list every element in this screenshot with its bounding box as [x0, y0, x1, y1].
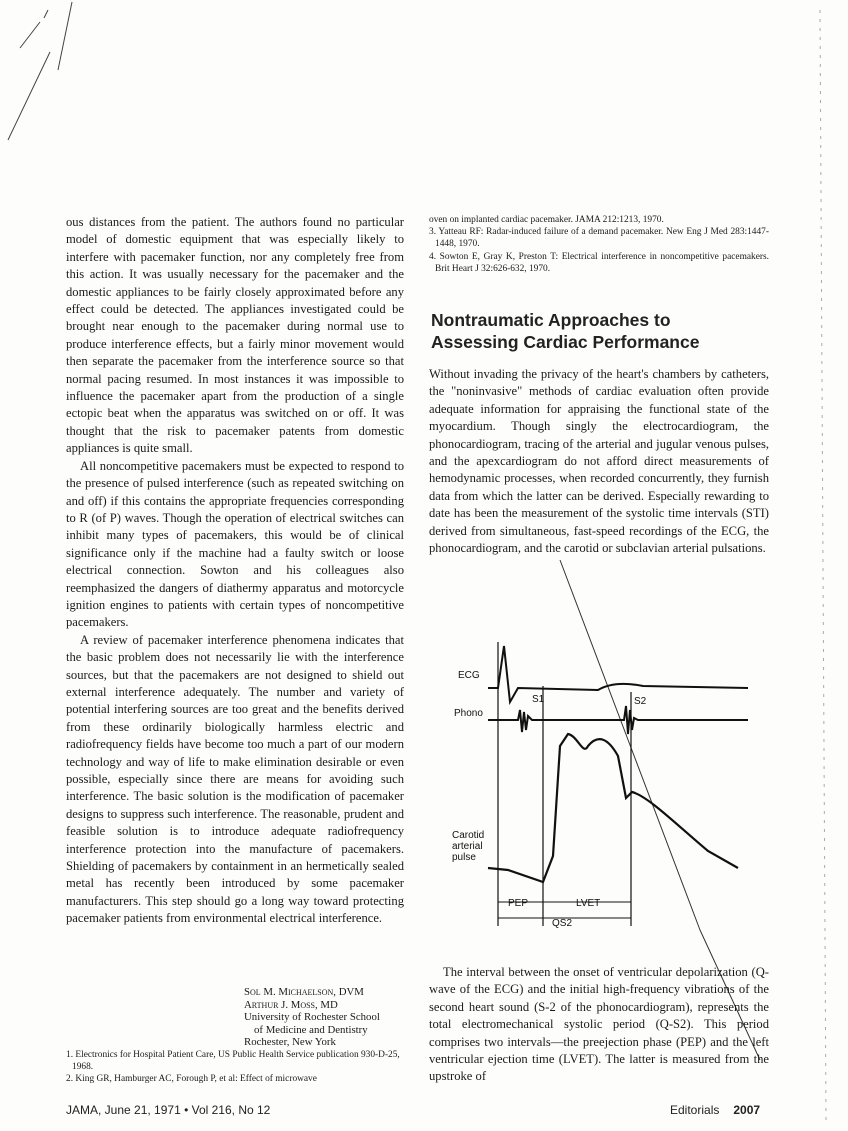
- s1-label: S1: [532, 694, 545, 705]
- reference-2: 2. King GR, Hamburger AC, Forough P, et al: Effect of microwave: [66, 1074, 317, 1084]
- reference-3: 3. Yatteau RF: Radar-induced failure of a demand pacemaker. New Eng J Med 283:1447-1448, 1970.: [429, 227, 769, 250]
- left-column: [66, 214, 404, 928]
- editorial-title: [431, 309, 771, 353]
- left-paragraph-3: A review of pacemaker interference phenomena indicates that the basic problem does not necessarily lie with the interference sources, but that the pacemakers are not designed to shield out external interference adequately. The number and variety of potential interfering sources are too great and the benefits derived from these ordinarily biologically harmless electric and radiofrequency fields have become too much a part of our modern technology and way of life to make elimination desirable or even possible, especially since there are means for avoiding such interference. The basic solution is the modification of pacemaker designs to suppress such interference. The reasonable, prudent and feasible solution is to introduce adequate radiofrequency interference protection into the manufacture of pacemakers. Shielding of pacemakers by containment in an hermetically sealed metal has recently been introduced by some pacemaker manufacturers. This step should go a long way toward protecting pacemaker patients from environmental electrical interference.: [66, 632, 404, 926]
- editorial-paragraph-1: Without invading the privacy of the heart's chambers by catheters, the "noninvasive" methods of cardiac evaluation often provide adequate information for appraising the functional state of the myocardium. Though singly the electrocardiogram, the phonocardiogram, tracing of the arterial and jugular venous pulses, and the apexcardiogram do not afford direct measurements of hemodynamic processes, when recorded concurrently, they furnish data from which the latter can be derived. Especially rewarding to date has been the measurement of the systolic time intervals (STI) derived from simultaneous, fast-speed recordings of the ECG, the phonocardiogram, and the carotid or subclavian arterial pulsations.: [429, 367, 769, 556]
- editorial-title-line-1: Nontraumatic Approaches to: [431, 310, 671, 330]
- author-name-2: Arthur J. Moss, MD: [244, 998, 338, 1011]
- editorial-title-line-2: Assessing Cardiac Performance: [431, 332, 700, 352]
- carotid-label-3: pulse: [452, 852, 476, 863]
- lvet-label: LVET: [576, 898, 601, 909]
- left-paragraph-1: ous distances from the patient. The authors found no particular model of domestic equipment that was especially likely to interfere with pacemaker function, nor any completely free from this action. It was usually necessary for the pacemaker and the domestic appliances to be fairly closely approximated before any effect could be detected. The appliances investigated could be brought near enough to the pacemaker during normal use to produce interference effects, but a fairly minor movement would then separate the pacemaker from the interference source so that normal pacing resumed. In most instances it was impossible to influence the pacemaker apart from the production of a single ectopic beat when the apparatus was switched on or off. It was thought that the risk to pacemaker patents from domestic appliances is quite small.: [66, 215, 404, 456]
- page-number: 2007: [733, 1103, 761, 1117]
- carotid-label-2: arterial: [452, 841, 483, 852]
- editorial-paragraph-2: The interval between the onset of ventricular depolarization (Q-wave of the ECG) and the initial high-frequency vibrations of the second heart sound (S-2 of the phonocardiogram), represents the total electromechanical systolic period (Q-S2). This period comprises two intervals—the preejection phase (PEP) and the left ventricular ejection time (LVET). The latter is measured from the upstroke of: [429, 965, 769, 1084]
- references-right-block: [429, 214, 769, 275]
- references-left: [66, 1049, 404, 1085]
- ecg-trace: [488, 646, 748, 702]
- phono-trace: [488, 706, 748, 734]
- editorial-paragraph-1-block: [429, 366, 769, 557]
- pep-label: PEP: [508, 898, 529, 909]
- qs2-label: QS2: [552, 918, 573, 929]
- carotid-label-1: Carotid: [452, 830, 485, 841]
- ecg-label: ECG: [458, 670, 480, 681]
- references-right: [429, 214, 769, 275]
- footer-section: [670, 1103, 760, 1117]
- footer-journal: JAMA, June 21, 1971 • Vol 216, No 12: [66, 1103, 271, 1117]
- author-affiliation-1: University of Rochester School: [244, 1011, 380, 1024]
- reference-1: 1. Electronics for Hospital Patient Care, US Public Health Service publication 930-D-25, 1968.: [66, 1050, 400, 1072]
- s2-label: S2: [634, 696, 647, 707]
- reference-2-continued: oven on implanted cardiac pacemaker. JAMA 212:1213, 1970.: [429, 215, 664, 225]
- author-affiliation-2: of Medicine and Dentistry: [254, 1023, 368, 1036]
- systolic-time-intervals-figure: [448, 606, 778, 946]
- reference-4: 4. Sowton E, Gray K, Preston T: Electrical interference in noncompetitive pacemakers. Brit Heart J 32:626-632, 1970.: [429, 251, 769, 274]
- editorial-paragraph-2-block: [429, 964, 769, 1086]
- carotid-pulse-trace: [488, 734, 738, 882]
- author-city: Rochester, New York: [244, 1036, 336, 1049]
- footer-section-name: Editorials: [670, 1103, 720, 1117]
- author-signature: [244, 986, 414, 1049]
- phono-label: Phono: [454, 708, 483, 719]
- author-name-1: Sol M. Michaelson, DVM: [244, 986, 364, 998]
- left-paragraph-2: All noncompetitive pacemakers must be expected to respond to the presence of pulsed interference (such as repeated switching on and off) if this contains the appropriate frequencies corresponding to R (of P) waves. Though the operation of electrical switches can inhibit many types of pacemakers, this would be of clinical significance only if the machine had a faulty switch or loose electrical connection. Sowton and his colleagues also reemphasized the dangers of diathermy apparatus and motorcycle ignition engines to patients with certain types of noncompetitive pacemakers.: [66, 458, 404, 630]
